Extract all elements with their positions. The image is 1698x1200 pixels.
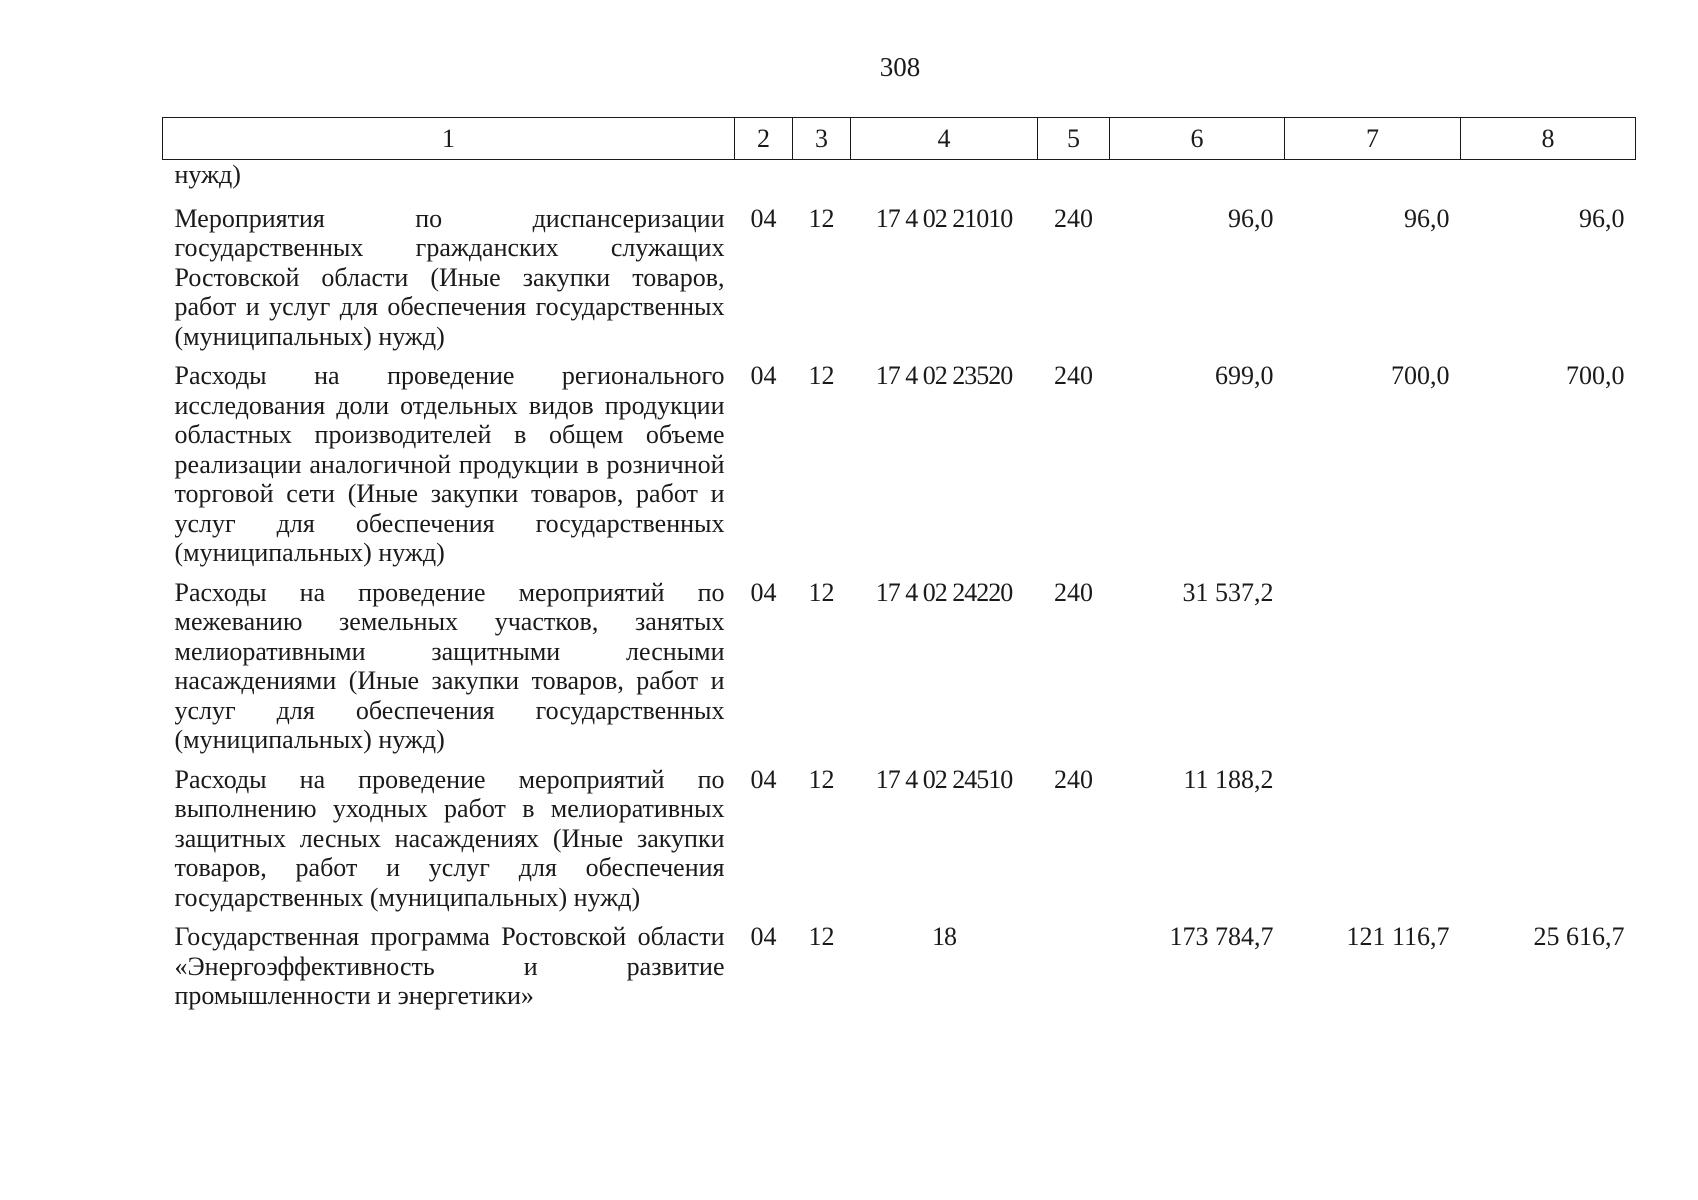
row-amount-3 — [1461, 765, 1636, 923]
row-amount-1: 173 784,7 — [1169, 922, 1274, 951]
row-amount-3: 700,0 — [1566, 361, 1625, 390]
row-pr: 12 — [808, 361, 835, 390]
table-row — [163, 361, 1636, 578]
row-csr: 17 4 02 24220 — [875, 577, 1013, 607]
row-amount-1: 11 188,2 — [1183, 764, 1274, 794]
row-amount-1: 31 537,2 — [1182, 577, 1274, 607]
row-rz: 04 — [750, 203, 777, 233]
row-vr: 240 — [1054, 203, 1093, 233]
row-description: Расходы на проведение мероприятий по межеванию земельных участков, занятых мелиоративными защитными лесными насаждениями (Иные закупки товаров, работ и услуг для обеспечения государственных (муниципальных) нужд) — [174, 577, 725, 754]
header-col-1: 1 — [163, 118, 735, 160]
row-csr: 17 4 02 24510 — [875, 764, 1013, 794]
row-pr: 12 — [808, 922, 835, 951]
header-col-7: 7 — [1285, 118, 1461, 160]
row-description: Мероприятия по диспансеризации государственных гражданских служащих Ростовской области (Иные закупки товаров, работ и услуг для обеспечения государственных (муниципальных) нужд) — [174, 203, 725, 351]
row-description: Расходы на проведение мероприятий по выполнению уходных работ в мелиоративных защитных лесных насаждениях (Иные закупки товаров, работ и услуг для обеспечения государственных (муниципальных) нужд) — [174, 764, 725, 912]
row-vr: 240 — [1054, 764, 1093, 794]
header-col-3: 3 — [793, 118, 851, 160]
row-pr: 12 — [808, 577, 835, 607]
header-col-5: 5 — [1038, 118, 1110, 160]
row-amount-2 — [1285, 765, 1461, 923]
row-amount-2 — [1285, 578, 1461, 765]
row-description: Расходы на проведение регионального исследования доли отдельных видов продукции областных производителей в общем объеме реализации аналогичной продукции в розничной торговой сети (Иные закупки товаров, работ и услуг для обеспечения государственных (муниципальных) нужд) — [174, 361, 725, 567]
continuation-row — [163, 160, 1636, 204]
row-amount-1: 96,0 — [1228, 203, 1274, 233]
header-col-2: 2 — [735, 118, 793, 160]
row-amount-1: 699,0 — [1215, 361, 1274, 390]
row-csr: 17 4 02 23520 — [875, 361, 1013, 390]
row-pr: 12 — [808, 203, 835, 233]
row-amount-2: 121 116,7 — [1346, 922, 1450, 951]
row-amount-3: 25 616,7 — [1533, 922, 1625, 951]
header-col-4: 4 — [851, 118, 1038, 160]
row-amount-3: 96,0 — [1579, 203, 1625, 233]
row-csr: 17 4 02 21010 — [875, 203, 1013, 233]
row-csr: 18 — [932, 922, 956, 951]
table-row — [163, 578, 1636, 765]
table-body — [163, 160, 1636, 1021]
row-rz: 04 — [750, 577, 777, 607]
header-row — [163, 118, 1636, 160]
row-amount-3 — [1461, 578, 1636, 765]
row-rz: 04 — [750, 764, 777, 794]
row-vr: 240 — [1054, 361, 1093, 390]
budget-table — [162, 117, 1636, 1021]
row-vr — [1038, 922, 1110, 1021]
row-amount-2: 96,0 — [1404, 203, 1450, 233]
table-header — [163, 118, 1636, 160]
table-row — [163, 922, 1636, 1021]
row-amount-2: 700,0 — [1391, 361, 1450, 390]
continuation-text: нужд) — [174, 160, 241, 189]
page-number: 308 — [879, 52, 921, 82]
row-rz: 04 — [750, 361, 777, 390]
table-row — [163, 204, 1636, 362]
row-rz: 04 — [750, 922, 777, 951]
row-vr: 240 — [1054, 577, 1093, 607]
table-row — [163, 765, 1636, 923]
row-pr: 12 — [808, 764, 835, 794]
row-description: Государственная программа Ростовской области «Энергоэффективность и развитие промышленности и энергетики» — [174, 922, 725, 1010]
header-col-6: 6 — [1110, 118, 1285, 160]
header-col-8: 8 — [1461, 118, 1636, 160]
